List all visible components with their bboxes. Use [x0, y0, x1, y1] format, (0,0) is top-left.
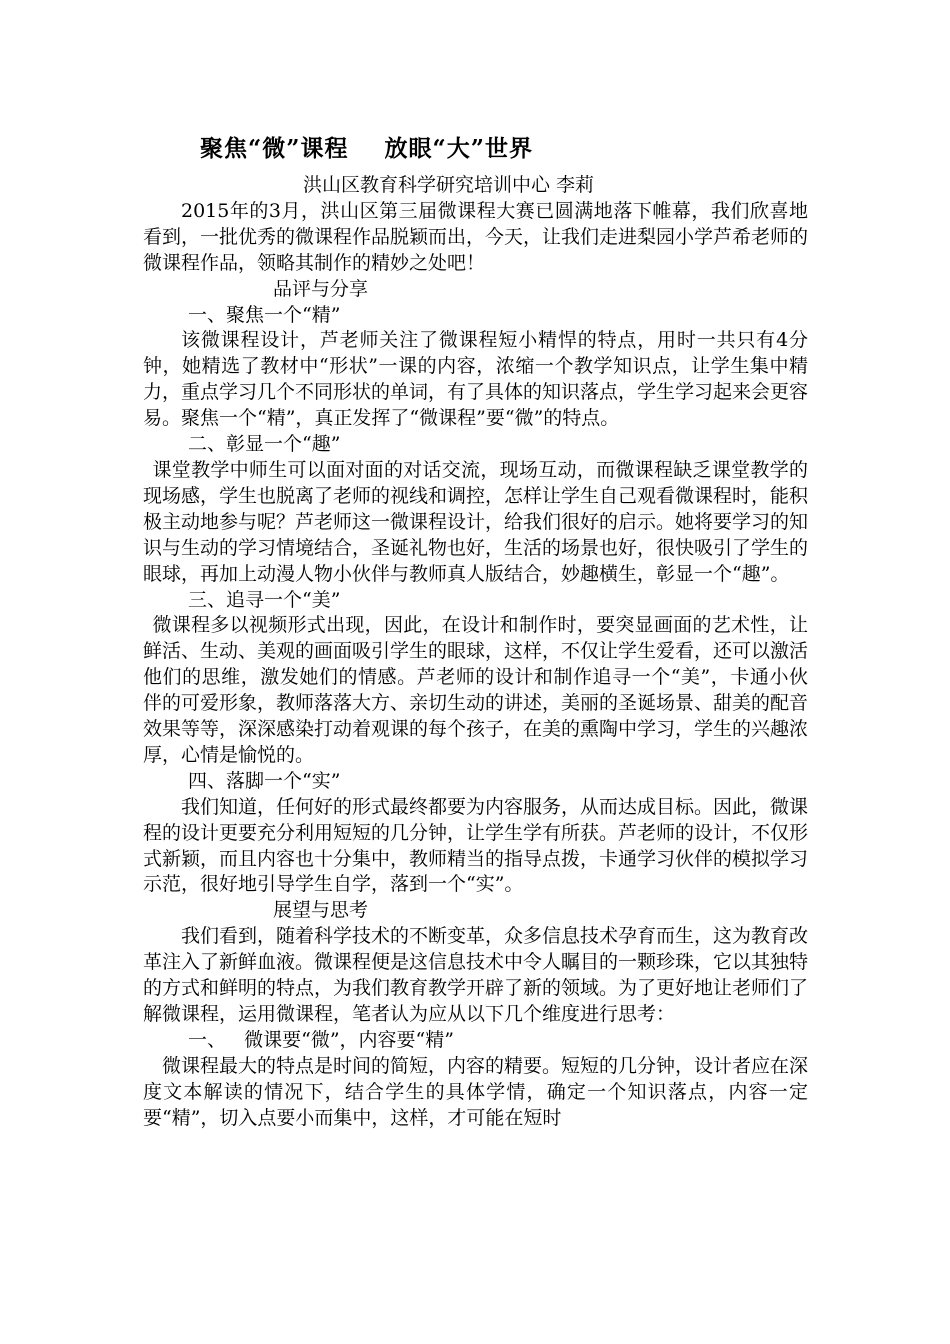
section1-paragraph: 该微课程设计，芦老师关注了微课程短小精悍的特点，用时一共只有4分钟，她精选了教材中“形状”一课的内容，浓缩一个教学知识点，让学生集中精力，重点学习几个不同形状的单词，有了具体的知识落点，学生学习起来会更容易。聚焦一个“精”，真正发挥了“微课程”要“微”的特点。	[143, 329, 809, 430]
part2-intro-paragraph: 我们看到，随着科学技术的不断变革，众多信息技术孕育而生，这为教育改革注入了新鲜血液。微课程便是这信息技术中令人瞩目的一颗珍珠，它以其独特的方式和鲜明的特点，为我们教育教学开辟了新的领域。为了更好地让老师们了解微课程，运用微课程，笔者认为应从以下几个维度进行思考：	[143, 925, 809, 1025]
part2-heading: 展望与思考	[273, 899, 369, 922]
point1-paragraph: 微课程最大的特点是时间的简短，内容的精要。短短的几分钟，设计者应在深度文本解读的情况下，结合学生的具体学情，确定一个知识落点，内容一定要“精”，切入点要小而集中，这样，才可能在短时	[143, 1054, 809, 1129]
point1-heading: 一、 微课要“微”，内容要“精”	[188, 1028, 454, 1051]
part1-heading: 品评与分享	[273, 277, 369, 300]
section3-heading: 三、追寻一个“美”	[188, 588, 341, 611]
section2-paragraph: 课堂教学中师生可以面对面的对话交流，现场互动，而微课程缺乏课堂教学的现场感，学生也脱离了老师的视线和调控，怎样让学生自己观看微课程时，能积极主动地参与呢？芦老师这一微课程设计，给我们很好的启示。她将要学习的知识与生动的学习情境结合，圣诞礼物也好，生活的场景也好，很快吸引了学生的眼球，再加上动漫人物小伙伴与教师真人版结合，妙趣横生，彰显一个“趣”。	[143, 458, 809, 585]
section4-paragraph: 我们知道，任何好的形式最终都要为内容服务，从而达成目标。因此，微课程的设计更要充分利用短短的几分钟，让学生学有所获。芦老师的设计，不仅形式新颖，而且内容也十分集中，教师精当的指导点拨，卡通学习伙伴的模拟学习示范，很好地引导学生自学，落到一个“实”。	[143, 795, 809, 896]
section4-heading: 四、落脚一个“实”	[188, 769, 341, 792]
author-line: 洪山区教育科学研究培训中心 李莉	[303, 174, 595, 196]
document-body	[143, 173, 808, 1132]
document-title: 聚焦“微”课程 放眼“大”世界	[200, 135, 533, 162]
intro-paragraph: 2015年的3月，洪山区第三届微课程大赛已圆满地落下帷幕，我们欣喜地看到，一批优秀的微课程作品脱颖而出，今天，让我们走进梨园小学芦希老师的微课程作品，领略其制作的精妙之处吧！	[143, 199, 809, 274]
section2-heading: 二、彰显一个“趣”	[188, 433, 341, 456]
section1-heading: 一、聚焦一个“精”	[188, 303, 341, 326]
section3-paragraph: 微课程多以视频形式出现，因此，在设计和制作时，要突显画面的艺术性，让鲜活、生动、美观的画面吸引学生的眼球，这样，不仅让学生爱看，还可以激活他们的思维，激发她们的情感。芦老师的设计和制作追寻一个“美”，卡通小伙伴的可爱形象，教师落落大方、亲切生动的讲述，美丽的圣诞场景、甜美的配音效果等等，深深感染打动着观课的每个孩子，在美的熏陶中学习，学生的兴趣浓厚，心情是愉悦的。	[143, 614, 809, 766]
